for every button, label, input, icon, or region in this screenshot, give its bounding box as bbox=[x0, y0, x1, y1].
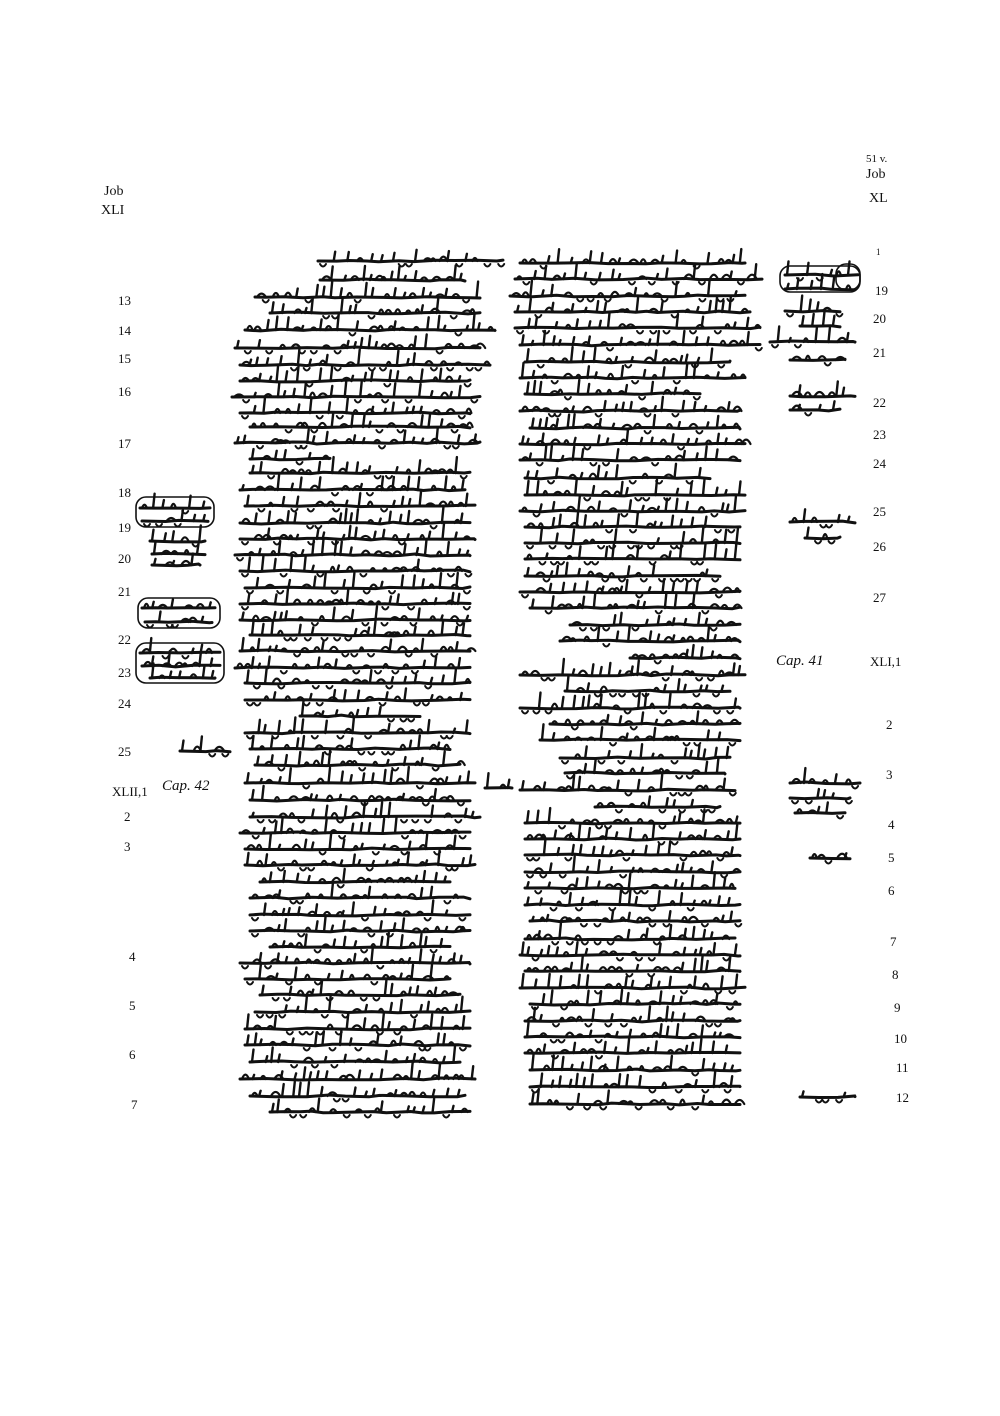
right-verse-number: XLI,1 bbox=[870, 654, 902, 669]
syriac-text-line-right bbox=[560, 625, 740, 646]
syriac-text-line-right bbox=[525, 563, 720, 582]
syriac-text-line-left bbox=[250, 883, 470, 903]
syriac-text-line-right bbox=[520, 974, 745, 994]
syriac-text-line-left bbox=[260, 869, 450, 888]
right-verse-number: 12 bbox=[896, 1090, 909, 1105]
syriac-text-line-left bbox=[245, 1014, 470, 1035]
syriac-text-line-right bbox=[520, 579, 740, 597]
marginal-note-left bbox=[180, 736, 230, 756]
syriac-text-line-left bbox=[245, 717, 470, 738]
marginal-note-right bbox=[790, 509, 855, 527]
syriac-text-line-right bbox=[520, 942, 740, 960]
left-verse-number: 16 bbox=[118, 384, 131, 399]
marginal-note-left bbox=[152, 542, 205, 555]
syriac-text-line-left bbox=[250, 620, 470, 641]
left-verse-number: 21 bbox=[118, 584, 131, 599]
left-verse-number: 14 bbox=[118, 323, 131, 338]
right-verse-number: 20 bbox=[873, 311, 886, 326]
right-verse-number: 21 bbox=[873, 345, 886, 360]
syriac-text-line-right bbox=[525, 889, 740, 910]
marginal-note-left bbox=[142, 510, 208, 526]
syriac-text-line-right bbox=[530, 414, 740, 433]
marginal-note-right bbox=[800, 1091, 855, 1102]
syriac-text-line-right bbox=[525, 823, 740, 844]
syriac-text-line-left bbox=[240, 555, 471, 576]
syriac-text-line-left bbox=[260, 980, 460, 1001]
left-verse-number: 6 bbox=[129, 1047, 136, 1062]
marginal-note-right bbox=[810, 853, 850, 863]
left-verse-number: 18 bbox=[118, 485, 131, 500]
syriac-text-line-left bbox=[240, 524, 475, 545]
syriac-text-line-right bbox=[525, 840, 740, 861]
syriac-text-line-left bbox=[250, 735, 450, 754]
syriac-text-line-right bbox=[530, 990, 740, 1010]
left-verse-number: 25 bbox=[118, 744, 131, 759]
syriac-text-line-left bbox=[240, 1063, 475, 1080]
syriac-text-line-right bbox=[515, 313, 760, 334]
syriac-text-line-left bbox=[235, 656, 470, 673]
marginal-note-left bbox=[152, 554, 200, 566]
left-verse-number: 19 bbox=[118, 520, 131, 535]
right-verse-number: 23 bbox=[873, 427, 886, 442]
marginal-note-right bbox=[805, 528, 840, 544]
marginal-note-right bbox=[790, 789, 852, 804]
left-verse-number: 17 bbox=[118, 436, 131, 451]
right-verse-number: 24 bbox=[873, 456, 886, 471]
syriac-text-line-right bbox=[520, 429, 751, 449]
marginal-note-right bbox=[790, 356, 845, 366]
left-chapter-note: Cap. 42 bbox=[162, 778, 210, 794]
right-verse-number: 26 bbox=[873, 539, 886, 554]
syriac-text-line-left bbox=[270, 933, 450, 953]
right-verse-number: 6 bbox=[888, 883, 895, 898]
marginal-note-right bbox=[795, 803, 845, 819]
right-verse-number: 19 bbox=[875, 283, 888, 298]
syriac-text-line-right bbox=[520, 775, 736, 796]
syriac-text-line-right bbox=[525, 512, 740, 533]
syriac-text-line-left bbox=[245, 573, 470, 594]
syriac-text-line-left bbox=[245, 850, 475, 870]
syriac-text-line-left bbox=[270, 1099, 470, 1118]
syriac-text-line-right bbox=[565, 758, 725, 778]
syriac-text-line-right bbox=[520, 692, 740, 713]
syriac-text-line-right bbox=[530, 1071, 740, 1092]
syriac-text-line-right bbox=[525, 347, 730, 367]
left-verse-number: 13 bbox=[118, 293, 131, 308]
syriac-text-line-left bbox=[240, 588, 470, 609]
marginal-note-left bbox=[145, 612, 212, 628]
syriac-text-line-left bbox=[250, 802, 480, 822]
syriac-text-line-left bbox=[250, 916, 470, 936]
syriac-text-line-left bbox=[245, 688, 470, 705]
right-verse-number: 10 bbox=[894, 1031, 907, 1046]
syriac-text-line-right bbox=[530, 1089, 744, 1110]
syriac-text-line-right bbox=[525, 956, 740, 977]
right-verse-number: 9 bbox=[894, 1000, 901, 1015]
right-verse-number: 4 bbox=[888, 817, 895, 832]
syriac-text-line-right bbox=[560, 744, 730, 763]
right-chapter-note: Cap. 41 bbox=[776, 653, 824, 669]
syriac-text-line-right bbox=[525, 464, 710, 484]
syriac-text-line-left bbox=[240, 638, 475, 656]
syriac-text-line-left bbox=[235, 539, 470, 560]
syriac-text-line-right bbox=[565, 675, 730, 696]
right-verse-number: 25 bbox=[873, 504, 886, 519]
left-running-head-chapter: XLI bbox=[101, 203, 125, 218]
left-verse-number: 7 bbox=[131, 1097, 138, 1112]
syriac-text-line-left bbox=[235, 427, 480, 448]
left-verse-number: 23 bbox=[118, 665, 131, 680]
syriac-text-line-left bbox=[250, 1082, 465, 1102]
right-running-head-book: Job bbox=[866, 167, 886, 182]
syriac-text-line-left bbox=[320, 265, 465, 281]
syriac-text-line-right bbox=[525, 1006, 740, 1026]
marginal-note-right bbox=[790, 401, 840, 415]
marginal-note-right bbox=[770, 326, 855, 347]
syriac-text-line-right bbox=[520, 496, 745, 517]
marginal-note-left bbox=[142, 600, 215, 609]
marginal-note-right bbox=[800, 312, 840, 327]
syriac-text-line-left bbox=[245, 491, 475, 512]
left-verse-number: 3 bbox=[124, 839, 131, 854]
syriac-text-line-left bbox=[245, 1029, 470, 1050]
right-verse-number: 2 bbox=[886, 717, 893, 732]
syriac-text-line-left bbox=[240, 508, 470, 529]
syriac-text-line-right bbox=[570, 613, 740, 631]
syriac-text-line-right bbox=[525, 528, 740, 549]
syriac-text-line-left bbox=[250, 900, 470, 920]
syriac-text-line-right bbox=[525, 808, 740, 828]
syriac-text-line-right bbox=[530, 1055, 740, 1076]
syriac-text-line-left bbox=[245, 965, 450, 985]
syriac-text-line-right bbox=[550, 711, 740, 729]
right-verse-number: 8 bbox=[892, 967, 899, 982]
syriac-text-line-right bbox=[520, 659, 745, 681]
right-verse-number-top: 1 bbox=[876, 247, 881, 257]
syriac-text-line-right bbox=[595, 797, 720, 813]
right-running-head-chapter: XL bbox=[869, 191, 888, 206]
syriac-text-line-left bbox=[270, 298, 480, 319]
marginal-note-left bbox=[485, 773, 512, 788]
syriac-text-line-right bbox=[515, 297, 750, 318]
syriac-text-line-right bbox=[520, 249, 745, 268]
right-verse-number: 7 bbox=[890, 934, 897, 949]
left-verse-number: 20 bbox=[118, 551, 131, 566]
syriac-text-line-left bbox=[245, 834, 470, 855]
left-verse-number: 15 bbox=[118, 351, 131, 366]
marginal-note-right bbox=[790, 382, 855, 397]
left-verse-number: 2 bbox=[124, 809, 131, 824]
left-running-head-book: Job bbox=[104, 184, 124, 199]
syriac-text-line-left bbox=[255, 282, 480, 303]
right-folio-number: 51 v. bbox=[866, 153, 888, 165]
syriac-text-line-right bbox=[630, 645, 740, 663]
syriac-text-line-right bbox=[525, 856, 740, 877]
right-verse-number: 5 bbox=[888, 850, 895, 865]
left-verse-number: 24 bbox=[118, 696, 131, 711]
left-verse-number: 5 bbox=[129, 998, 136, 1013]
right-verse-number: 27 bbox=[873, 590, 886, 605]
right-verse-number: 3 bbox=[886, 767, 893, 782]
syriac-text-line-right bbox=[520, 444, 740, 465]
syriac-text-line-right bbox=[525, 380, 700, 400]
syriac-text-line-right bbox=[515, 264, 762, 284]
left-verse-number: 4 bbox=[129, 949, 136, 964]
syriac-text-line-right bbox=[520, 363, 745, 384]
syriac-text-line-left bbox=[318, 250, 504, 267]
syriac-text-line-left bbox=[240, 606, 470, 625]
right-verse-number: 22 bbox=[873, 395, 886, 410]
left-verse-number: 22 bbox=[118, 632, 131, 647]
marginal-note-left bbox=[150, 525, 205, 546]
syriac-text-line-left bbox=[232, 382, 480, 403]
marginal-note-left bbox=[140, 638, 220, 658]
marginal-note-right bbox=[790, 768, 860, 788]
syriac-text-line-left bbox=[250, 786, 470, 806]
right-verse-number: 11 bbox=[896, 1060, 909, 1075]
syriac-text-line-right bbox=[510, 280, 745, 302]
syriac-text-line-right bbox=[520, 397, 742, 417]
syriac-text-line-right bbox=[540, 724, 740, 745]
syriac-text-line-left bbox=[250, 413, 473, 432]
left-verse-number: XLII,1 bbox=[112, 784, 148, 799]
